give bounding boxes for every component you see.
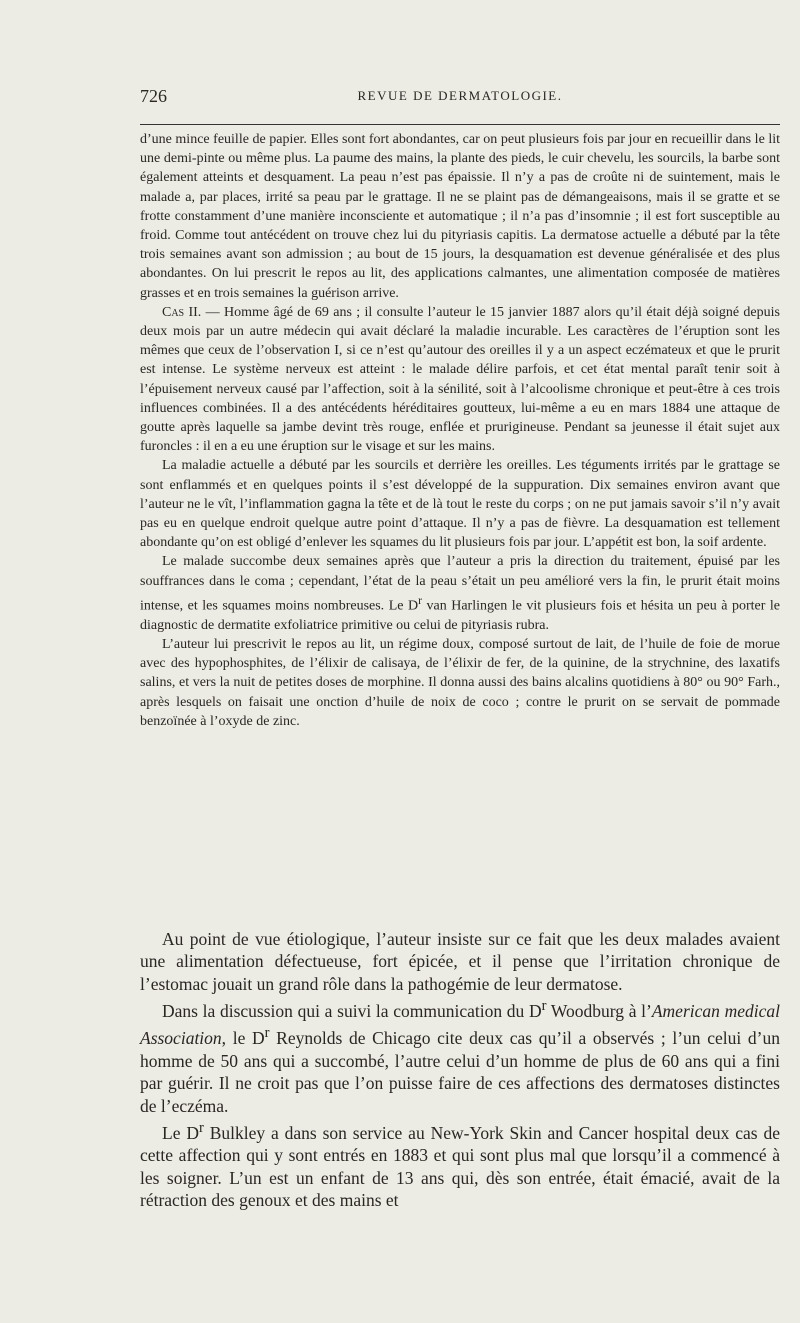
page-header	[140, 86, 780, 114]
paragraph: L’auteur lui prescrivit le repos au lit, un régime doux, composé surtout de lait, de l’huile de foie de morue avec des hypophosphites, de l’élixir de calisaya, de l’élixir de fer, de la quinine, de la strychnine, des laxatifs salins, et vers la nuit de petites doses de morphine. Il donna aussi des bains alcalins quotidiens à 80° ou 90° Farh., après lesquels on faisait une onction d’huile de noix de coco ; contre le prurit on se servait de pommade benzoïnée à l’oxyde de zinc.	[140, 636, 780, 729]
paragraph-text: Le malade succombe deux semaines après que l’auteur a pris la direction du traitement, épuisé par les souffrances dans le coma ; cependant, l’état de la peau s’était un peu amélioré vers la fin, le prurit était moins intense, et les squames moins nombreuses. Le D	[140, 554, 780, 614]
superscript: r	[198, 1119, 204, 1136]
paragraph-text: Woodburg à l’	[546, 1001, 652, 1022]
paragraph-text: van Harlingen le vit plusieurs fois et hésita un peu à porter le diagnostic de dermatite exfoliatrice primitive ou celui de pityriasis rubra.	[140, 598, 780, 633]
journal-title: American medical Association	[140, 1001, 780, 1049]
page-number: 726	[140, 86, 167, 106]
paragraph: d’une mince feuille de papier. Elles sont fort abondantes, car on peut plusieurs fois par jour en recueillir dans le lit une demi-pinte ou même plus. La paume des mains, la plante des pieds, le cuir chevelu, les sourcils, la barbe sont également atteints et desquament. La peau n’est pas épaissie. Il n’y a pas de croûte ni de suintement, mais le malade a, par places, irrité sa peau par le grattage. Il ne se plaint pas de démangeaisons, mais il se gratte et se frotte constamment d’une manière inconsciente et automatique ; il n’a pas d’insomnie ; il est fort susceptible au froid. Comme tout antécédent on trouve chez lui du pityriasis capitis. La dermatose actuelle a débuté par la tête trois semaines avant son admission ; au bout de 15 jours, la desquamation est devenue généralisée et des plus abondantes. On lui prescrit le repos au lit, des applications calmantes, une alimentation composée de matières grasses et en trois semaines la guérison arrive.	[140, 132, 780, 301]
paragraph	[140, 552, 780, 634]
paragraph-text: , le D	[221, 1028, 265, 1049]
small-print-body	[140, 130, 780, 731]
paragraph: La maladie actuelle a débuté par les sourcils et derrière les oreilles. Les téguments irrités par le grattage se sont enflammés et en quelques points il s’est développé de la suppuration. Dix semaines environ avant que l’auteur ne le vît, l’inflammation gagna la tête et de là tout le reste du corps ; on ne put jamais savoir s’il n’y avait pas eu en quelque endroit quelque autre point d’attaque. Il n’y a pas de fièvre. La desquamation est tellement abondante qu’on est obligé d’enlever les squames du lit plusieurs fois par jour. L’appétit est bon, la soif ardente.	[140, 458, 780, 551]
paragraph-text: Le D	[162, 1122, 199, 1143]
paragraph	[140, 1117, 780, 1211]
superscript: r	[264, 1025, 270, 1042]
running-title: REVUE DE DERMATOLOGIE.	[357, 88, 563, 103]
paragraph	[140, 995, 780, 1117]
header-rule	[140, 124, 780, 125]
paragraph: Au point de vue étiologique, l’auteur insiste sur ce fait que les deux malades avaient une alimentation défectueuse, fort épicée, et il pense que l’irritation chronique de l’estomac jouait un grand rôle dans la pathogémie de leur dermatose.	[140, 929, 780, 994]
paragraph-case-2	[140, 303, 780, 457]
large-print-body	[140, 928, 780, 1211]
superscript: r	[541, 998, 547, 1015]
superscript: r	[418, 593, 422, 607]
paragraph-text: Dans la discussion qui a suivi la communication du D	[162, 1001, 542, 1022]
paragraph-text: — Homme âgé de 69 ans ; il consulte l’auteur le 15 janvier 1887 alors qu’il était déjà soigné depuis deux mois par un autre médecin qui avait déclaré la maladie incurable. Les caractères de l’éruption sont les mêmes que ceux de l’observation I, si ce n’est qu’autour des oreilles il y a un aspect eczémateux et que le prurit est intense. Le système nerveux est atteint : le malade délire parfois, et cet état mental paraît tenir soit à l’épuisement nerveux causé par l’affection, soit à la sénilité, soit à l’alcoolisme chronique et peut-être à ces trois influences combinées. Il a des antécédents héréditaires goutteux, lui-même a eu en mars 1884 une attaque de goutte après laquelle sa jambe devint très rouge, enflée et prurigineuse. Pendant sa jeunesse il était sujet aux furoncles : il en a eu une éruption sur le visage et sur les mains.	[140, 304, 780, 455]
paragraph-text: Reynolds de Chicago cite deux cas qu’il a observés ; l’un celui d’un homme de 50 ans qui a succombé, l’autre celui d’un homme de plus de 60 ans qui a fini par guérir. Il ne croit pas que l’on puisse faire de ces affections des dermatoses distinctes de l’eczéma.	[140, 1028, 780, 1116]
paragraph-text: Bulkley a dans son service au New-York Skin and Cancer hospital deux cas de cette affection qui y sont entrés en 1883 et qui sont plus mal que lorsqu’il a commencé à les soigner. L’un est un enfant de 13 ans qui, dès son entrée, était émacié, avait de la rétraction des genoux et des mains et	[140, 1122, 780, 1210]
case-label: Cas II.	[162, 304, 202, 320]
